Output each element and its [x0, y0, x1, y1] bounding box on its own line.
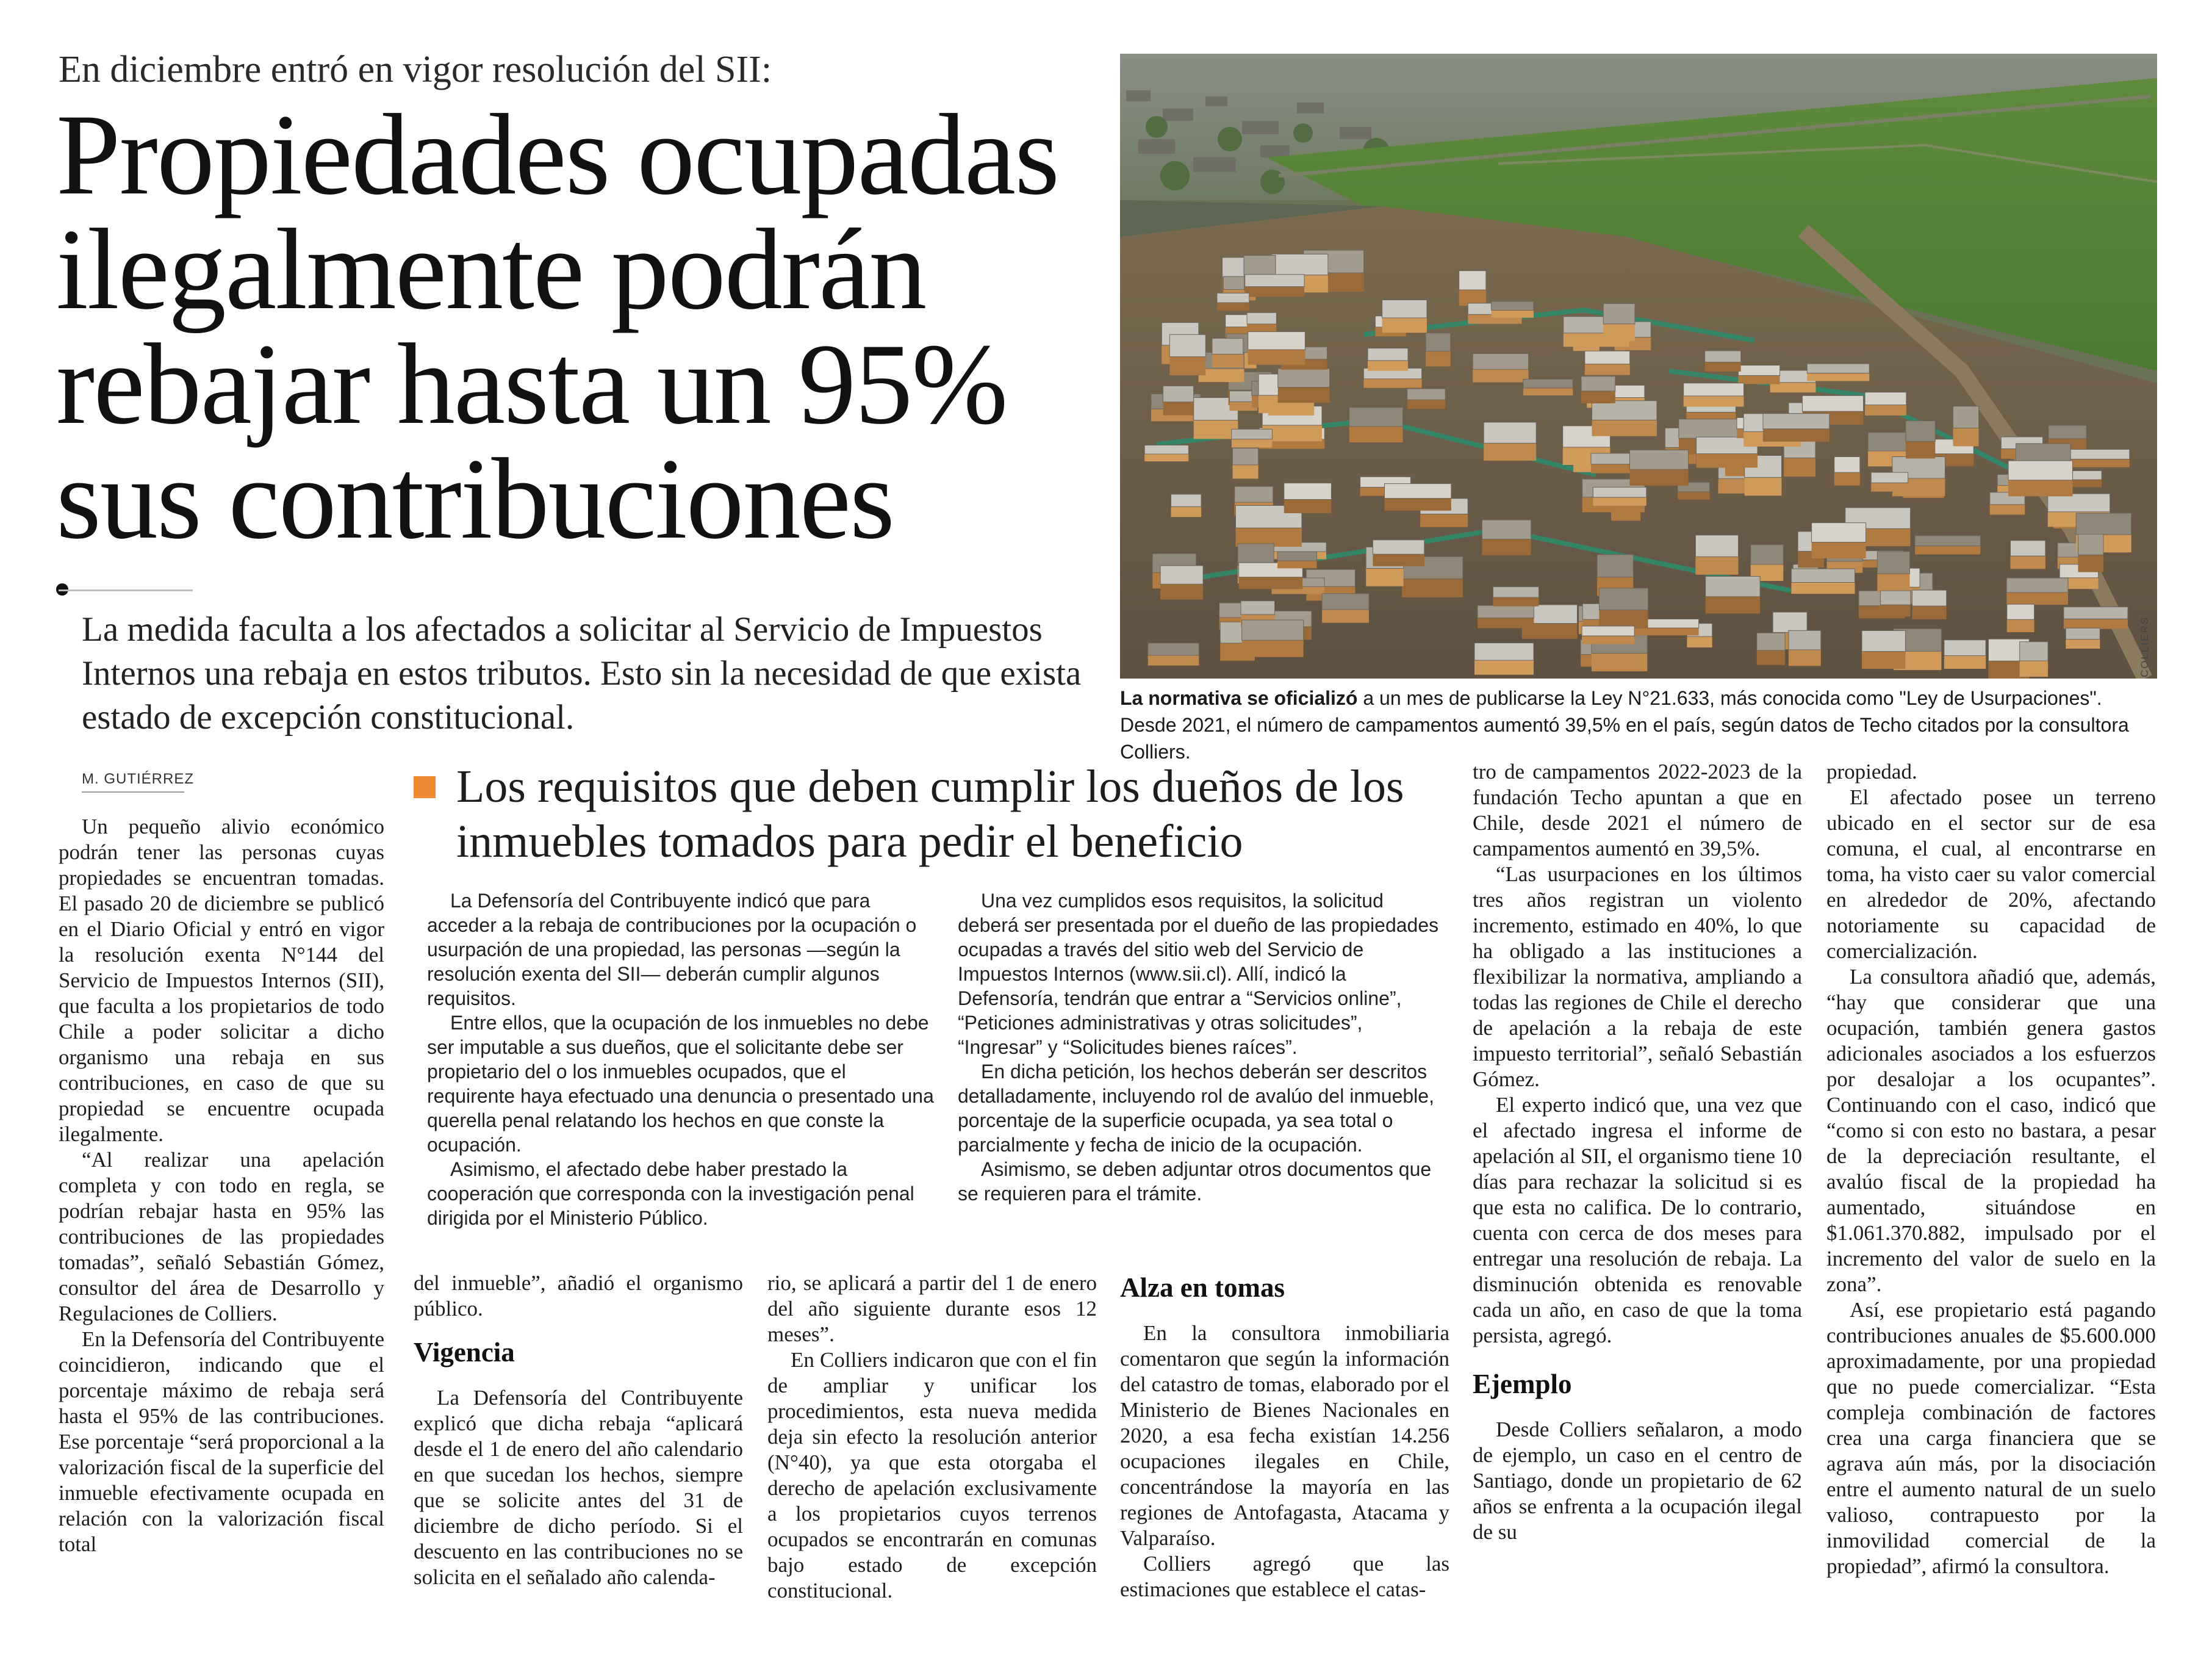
shack-roof	[1478, 605, 1534, 618]
shack-roof	[1582, 626, 1634, 636]
shack-roof	[1871, 472, 1908, 483]
shack-roof	[2016, 444, 2071, 462]
shack-roof	[1169, 334, 1205, 356]
shack-wall	[1871, 482, 1908, 492]
shack-roof	[1233, 449, 1259, 465]
shack-wall	[1697, 452, 1758, 467]
article-column-1	[59, 814, 384, 1557]
shack-roof	[1915, 536, 1980, 546]
paragraph: En Colliers indicaron que con el fin de ampliar y unificar los procedimientos, esta nueva medida deja sin efecto la resolución anterior (N°40), ya que esta otorgaba el derecho de apelación exclusivamente a los propietarios cuyos terrenos ocupados se encontrarán en comunas bajo estado de excepción constitucional.	[767, 1348, 1097, 1602]
shack-roof	[1581, 377, 1615, 391]
shack-roof	[1597, 555, 1633, 577]
shack-wall	[1233, 464, 1259, 479]
shack-roof	[1238, 544, 1274, 566]
deck-rule	[59, 589, 193, 591]
byline: M. GUTIÉRREZ	[82, 771, 194, 787]
shack-roof	[1322, 594, 1369, 610]
shack-roof	[1585, 351, 1630, 364]
box-column-right	[958, 888, 1446, 1206]
shack-wall	[1695, 555, 1738, 574]
shack-wall	[1705, 361, 1741, 372]
paragraph: Colliers agregó que las estimaciones que establece el catas-	[1120, 1552, 1449, 1601]
shack-wall	[1789, 648, 1821, 666]
shack-roof	[1523, 379, 1573, 388]
article-column-5	[1473, 759, 1802, 1545]
shack-wall	[1906, 440, 1935, 459]
shack-wall	[1629, 468, 1688, 486]
shack-wall	[1478, 617, 1534, 629]
paragraph: “Las usurpaciones en los últimos tres años registran un violento incremento, estimado en 40%, lo que ha obligado a las instituciones a flexibilizar la normativa, ampliando a todas las regiones de Chile el derecho de apelación a la rebaja de este impuesto territorial”, señaló Sebastián Gómez.	[1473, 862, 1802, 1091]
shack-wall	[1678, 491, 1709, 500]
deck: La medida faculta a los afectados a solicitar al Servicio de Impuestos Internos una rebaja en estos tributos. Esto sin la necesidad de que exista estado de excepción constitucional.	[82, 610, 1082, 737]
subhead-ejemplo: Ejemplo	[1473, 1369, 1572, 1399]
shack-roof	[2049, 425, 2086, 439]
paragraph: Desde Colliers señalaron, a modo de ejemplo, un caso en el centro de Santiago, donde un propietario de 62 años se enfrenta a la ocupación ilegal de su	[1473, 1418, 1802, 1544]
shack-roof	[1629, 450, 1688, 469]
paragraph: En dicha petición, los hechos deberán ser descritos detalladamente, incluyendo rol de avalúo del inmueble, porcentaje de la superficie ocupada, ya sea total o parcialmente y fecha de inicio de la ocupación.	[958, 1061, 1434, 1156]
shack-roof	[1349, 408, 1403, 427]
byline-rule	[82, 791, 184, 793]
paragraph: La Defensoría del Contribuyente indicó que para acceder a la rebaja de contribuciones por la ocupación o usurpación de una propiedad, las personas —según la resolución exenta del SII— deberán cumplir algunos requisitos.	[427, 890, 917, 1009]
article-column-4	[1120, 1270, 1449, 1602]
shack-wall	[1687, 635, 1712, 647]
shack-wall	[1582, 635, 1634, 644]
shack-wall	[1738, 375, 1779, 384]
shack-wall	[1385, 497, 1451, 511]
shack-roof	[1235, 486, 1273, 502]
shack-wall	[1169, 355, 1205, 375]
shack-wall	[1363, 378, 1421, 388]
shack-wall	[1912, 605, 1947, 619]
shack-wall	[1232, 438, 1273, 447]
shack-wall	[2070, 458, 2130, 467]
shack-roof	[1244, 256, 1276, 275]
shack-roof	[1482, 520, 1531, 539]
subhead-alza-en-tomas: Alza en tomas	[1120, 1272, 1285, 1303]
shack-wall	[2078, 553, 2103, 572]
shack-wall	[1684, 395, 1744, 406]
shack-roof	[1593, 487, 1646, 497]
shack-wall	[1600, 608, 1648, 629]
shack-wall	[1877, 572, 1909, 592]
shack-roof	[1812, 523, 1866, 542]
shack-roof	[1144, 445, 1188, 455]
paragraph: Un pequeño alivio económico podrán tener las personas cuyas propiedades se encuentran tomadas. El pasado 20 de diciembre se publicó en el Diario Oficial y entró en vigor la resolución exenta N°144 del Servicio de Impuestos Internos (SII), que faculta a los propietarios de todo Chile a poder solicitar a dicho organismo una rebaja en sus contribuciones, en caso de que su propiedad se encuentre ocupada ilegalmente.	[59, 815, 384, 1146]
shack-roof	[1474, 643, 1534, 660]
shack-roof	[1148, 643, 1199, 655]
paragraph: rio, se aplicará a partir del 1 de enero del año siguiente durante esos 12 meses”.	[767, 1271, 1097, 1346]
shack-wall	[1880, 604, 1911, 616]
shack-wall	[1368, 359, 1408, 371]
paragraph: Entre ellos, que la ocupación de los inmuebles no debe ser imputable a sus dueños, que el solicitante debe ser propietario del o los inmuebles ocupados, que el requirente haya efectuado una denuncia o presentado una querella penal relatando los hechos en que conste la ocupación.	[427, 1012, 934, 1156]
shack-wall	[1523, 387, 1573, 395]
shack-wall	[1402, 577, 1463, 597]
caption-text: a un mes de publicarse la Ley N°21.633, más conocida como "Ley de Usurpaciones". Desde 2021, el número de campamentos aumentó 39,5% en el país, según datos de Techo citados por la consultora Colliers.	[1120, 687, 2129, 763]
article-column-3	[767, 1270, 1097, 1604]
shack-wall	[1248, 348, 1305, 365]
shack-roof	[1603, 304, 1635, 324]
shack-wall	[1990, 503, 2025, 514]
box-marker	[414, 776, 436, 798]
shack-roof	[1284, 483, 1332, 500]
shack-roof	[1241, 601, 1275, 614]
shack-roof	[1862, 631, 1906, 652]
shack-wall	[1278, 386, 1330, 403]
shack-wall	[1706, 595, 1760, 614]
shack-wall	[2064, 618, 2128, 629]
shack-roof	[2048, 494, 2110, 512]
shack-wall	[1585, 363, 1630, 375]
shack-wall	[1373, 553, 1424, 566]
paragraph: En la consultora inmobiliaria comentaron que según la información del catastro de tomas, elaborado por el Ministerio de Bienes Nacionales en 2020, a esa fecha existían 14.256 ocupaciones ilegales en Chile, concentrándose la mayoría en las regiones de Antofagasta, Atacama y Valparaíso.	[1120, 1321, 1449, 1550]
shack-wall	[1812, 541, 1866, 558]
paragraph: Una vez cumplidos esos requisitos, la solicitud deberá ser presentada por el dueño de las propiedades ocupadas a través del sitio web del Servicio de Impuestos Internos (www.sii.cl). Allí, indicó la Defensoría, tendrán que entrar a “Servicios online”, “Peticiones administrativas y otras solicitudes”, “Ingresar” y “Solicitudes bienes raíces”.	[958, 890, 1439, 1058]
box-column-left	[427, 888, 936, 1230]
shack-wall	[1492, 309, 1534, 317]
shack-wall	[1862, 650, 1906, 669]
headline-line: ilegalmente podrán	[56, 206, 926, 334]
shack-wall	[1791, 582, 1855, 594]
shack-wall	[1171, 506, 1202, 517]
shack-wall	[1349, 425, 1403, 442]
shack-wall	[1407, 399, 1446, 409]
shack-wall	[1474, 659, 1534, 675]
shack-wall	[2011, 555, 2045, 569]
paragraph: La Defensoría del Contribuyente explicó que dicha rebaja “aplicará desde el 1 de enero del año calendario en que sucedan los hechos, siempre que se solicite antes del 31 de diciembre de dicho período. Si el descuento en las contribuciones no se solicita en el señalado año calenda-	[414, 1386, 743, 1589]
shack-wall	[1633, 627, 1699, 635]
shack-wall	[1160, 583, 1203, 600]
shack-wall	[2066, 638, 2100, 649]
headline-line: Propiedades ocupadas	[56, 91, 1059, 219]
shack-wall	[2007, 618, 2034, 632]
shack-roof	[1426, 333, 1451, 351]
shack-wall	[1484, 441, 1536, 461]
shack-wall	[1163, 401, 1194, 416]
shack-roof	[1248, 332, 1305, 350]
paragraph: La consultora añadió que, además, “hay que considerar que una ocupación, también genera gastos adicionales asociados a los esfuerzos por desalojar a los ocupantes”. Continuando con el caso, indicó que “como si con esto no bastara, a pesar de la depreciación resultante, el avalúo fiscal de la propiedad ha aumentado, situándose en $1.061.370.882, impulsado por el incremento del valor de suelo en la zona”.	[1826, 965, 2156, 1296]
paragraph: El afectado posee un terreno ubicado en el sector sur de esa comuna, el cual, al encontrarse en toma, ha visto caer su valor comercial en alrededor de 20%, afectando notoriamente su capacidad de comercialización.	[1826, 785, 2156, 963]
shack-wall	[1482, 538, 1531, 555]
shack-roof	[1171, 494, 1202, 506]
shack-roof	[1278, 369, 1330, 387]
shack-wall	[1784, 456, 1815, 477]
shack-roof	[1877, 552, 1909, 574]
paragraph: Asimismo, se deben adjuntar otros documentos que se requieren para el trámite.	[958, 1158, 1432, 1205]
shack-wall	[1420, 513, 1468, 527]
shack-roof	[1407, 389, 1446, 400]
shack-roof	[1473, 354, 1528, 370]
paragraph: En la Defensoría del Contribuyente coincidieron, indicando que el porcentaje máximo de rebaja será hasta el 95% de las contribuciones. Ese porcentaje “será proporcional a la valorización fiscal de la superficie del inmueble efectivamente ocupada en relación con la valorización fiscal total	[59, 1327, 384, 1556]
photo-caption	[1120, 685, 2157, 765]
shack-roof	[1242, 620, 1304, 640]
paragraph: tro de campamentos 2022-2023 de la fundación Techo apuntan a que en Chile, desde 2021 el número de campamentos aumentó en 39,5%.	[1473, 760, 1802, 860]
aerial-photo	[1120, 54, 2157, 679]
shack-wall	[2006, 591, 2068, 605]
shack-roof	[2020, 642, 2048, 661]
paragraph: Así, ese propietario está pagando contribuciones anuales de $5.600.000 aproximadamente, por una propiedad que no puede comercializar. “Esta compleja combinación de factores crea una carga financiera que se agrava aún más, por la disociación entre el aumento natural de un suelo valioso, contrapuesto por la inmovilidad comercial de la propiedad”, afirmó la consultora.	[1826, 1298, 2156, 1578]
shack-wall	[1212, 353, 1243, 367]
shack-wall	[1944, 654, 1986, 669]
photo-credit: COLLIERS	[2139, 616, 2150, 677]
subhead-vigencia: Vigencia	[414, 1337, 515, 1367]
headline-line: rebajar hasta un 95%	[56, 320, 1007, 449]
shack-roof	[1763, 414, 1830, 429]
shack-wall	[1592, 419, 1657, 436]
shack-roof	[1212, 338, 1243, 354]
shack-roof	[2007, 604, 2034, 619]
shack-wall	[1322, 608, 1369, 623]
shack-roof	[1600, 588, 1648, 610]
shack-roof	[1160, 566, 1203, 584]
shack-roof	[2076, 513, 2131, 535]
shack-roof	[2066, 628, 2100, 639]
shack-roof	[2070, 449, 2130, 459]
shack-roof	[1272, 254, 1328, 275]
paragraph: del inmueble”, añadió el organismo público.	[414, 1271, 743, 1321]
shack-wall	[1763, 428, 1830, 442]
shack-roof	[1277, 552, 1316, 561]
shack-wall	[2072, 479, 2102, 488]
shack-wall	[1239, 576, 1303, 589]
headline-line: sus contribuciones	[56, 435, 894, 563]
shack-roof	[1592, 401, 1657, 420]
shack-wall	[1473, 368, 1528, 383]
paragraph: propiedad.	[1826, 760, 1917, 784]
shack-roof	[1834, 457, 1860, 473]
shack-wall	[1915, 545, 1980, 554]
shack-roof	[1684, 383, 1744, 396]
shack-roof	[2078, 535, 2103, 555]
shack-roof	[1807, 364, 1869, 373]
shack-roof	[1217, 293, 1249, 303]
shack-roof	[1492, 301, 1534, 311]
shack-wall	[2020, 659, 2048, 677]
shack-wall	[1493, 597, 1539, 607]
shack-wall	[1807, 372, 1869, 381]
shack-wall	[1144, 453, 1188, 461]
shack-roof	[1773, 612, 1807, 632]
shack-wall	[2008, 478, 2072, 496]
shack-roof	[1679, 419, 1738, 439]
paragraph: “Al realizar una apelación completa y con todo en regla, se podrían rebajar hasta en 95% las contribuciones de las propiedades tomadas”, señaló Sebastián Gómez, consultor del área de Desarrollo y Regulaciones de Colliers.	[59, 1148, 384, 1325]
shack-wall	[1277, 560, 1316, 569]
shack-roof	[1944, 640, 1986, 656]
shack-wall	[1834, 471, 1860, 486]
box-title: Los requisitos que deben cumplir los dueños de los inmuebles tomados para pedir el beneficio	[456, 761, 1404, 867]
shack-wall	[1581, 390, 1615, 403]
shack-roof	[1382, 300, 1427, 318]
shack-roof	[1695, 535, 1738, 557]
shack-roof	[1373, 540, 1424, 554]
shack-roof	[1789, 630, 1821, 650]
shack-roof	[1865, 392, 1906, 405]
shack-roof	[1368, 348, 1408, 361]
shack-wall	[1745, 475, 1782, 495]
shack-wall	[1242, 638, 1304, 657]
shack-roof	[1459, 271, 1486, 290]
shack-roof	[1706, 577, 1760, 597]
shack-roof	[1953, 406, 1979, 428]
shack-roof	[1484, 422, 1536, 443]
shack-roof	[1751, 545, 1784, 564]
shack-roof	[1803, 395, 1864, 411]
shack-roof	[1493, 587, 1539, 597]
shack-wall	[1591, 463, 1632, 473]
shack-roof	[1232, 429, 1273, 439]
shack-roof	[2006, 578, 2068, 593]
shack-roof	[1591, 453, 1632, 464]
shack-roof	[1880, 591, 1911, 605]
shack-roof	[1868, 433, 1907, 451]
shack-wall	[1426, 350, 1451, 366]
shack-roof	[1738, 366, 1779, 376]
paragraph: Asimismo, el afectado debe haber prestado la cooperación que corresponda con la investigación penal dirigida por el Ministerio Público.	[427, 1158, 914, 1229]
shack-wall	[1284, 498, 1332, 513]
shack-roof	[1791, 569, 1855, 582]
shack-wall	[1953, 427, 1979, 447]
shack-roof	[2011, 541, 2045, 556]
shack-roof	[1247, 312, 1276, 324]
shack-roof	[1912, 590, 1947, 606]
shack-wall	[1148, 654, 1199, 665]
shack-roof	[1163, 386, 1194, 402]
article-column-2	[414, 1270, 743, 1590]
article-column-6	[1826, 759, 2156, 1579]
settlement-illustration	[1120, 54, 2157, 679]
shack-roof	[1245, 275, 1304, 287]
shack-wall	[1382, 316, 1427, 333]
shack-roof	[1385, 484, 1451, 499]
paragraph: El experto indicó que, una vez que el afectado ingresa el informe de apelación al SII, el organismo tiene 10 días para rechazar la solicitud si es que esta no califica. De lo contrario, cuenta con cerca de dos meses para entregar una resolución de rebaja. La disminución obtenida es renovable cada un año, en caso de que la toma persista, agregó.	[1473, 1093, 1802, 1347]
shack-wall	[1592, 652, 1647, 672]
shack-roof	[2064, 607, 2128, 619]
shack-wall	[1245, 286, 1304, 297]
shack-roof	[2008, 461, 2072, 480]
shack-roof	[1906, 421, 1935, 442]
caption-lead: La normativa se oficializó	[1120, 687, 1358, 709]
shack-wall	[1593, 497, 1646, 506]
shack-wall	[1366, 567, 1403, 586]
shack-wall	[1757, 649, 1785, 665]
kicker: En diciembre entró en vigor resolución del SII:	[59, 49, 772, 90]
shack-roof	[1757, 633, 1785, 650]
shack-wall	[1217, 302, 1249, 311]
shack-wall	[1603, 322, 1635, 341]
shack-roof	[2072, 470, 2102, 480]
headline	[56, 91, 1093, 563]
shack-wall	[1865, 404, 1906, 416]
shack-roof	[1705, 351, 1741, 362]
